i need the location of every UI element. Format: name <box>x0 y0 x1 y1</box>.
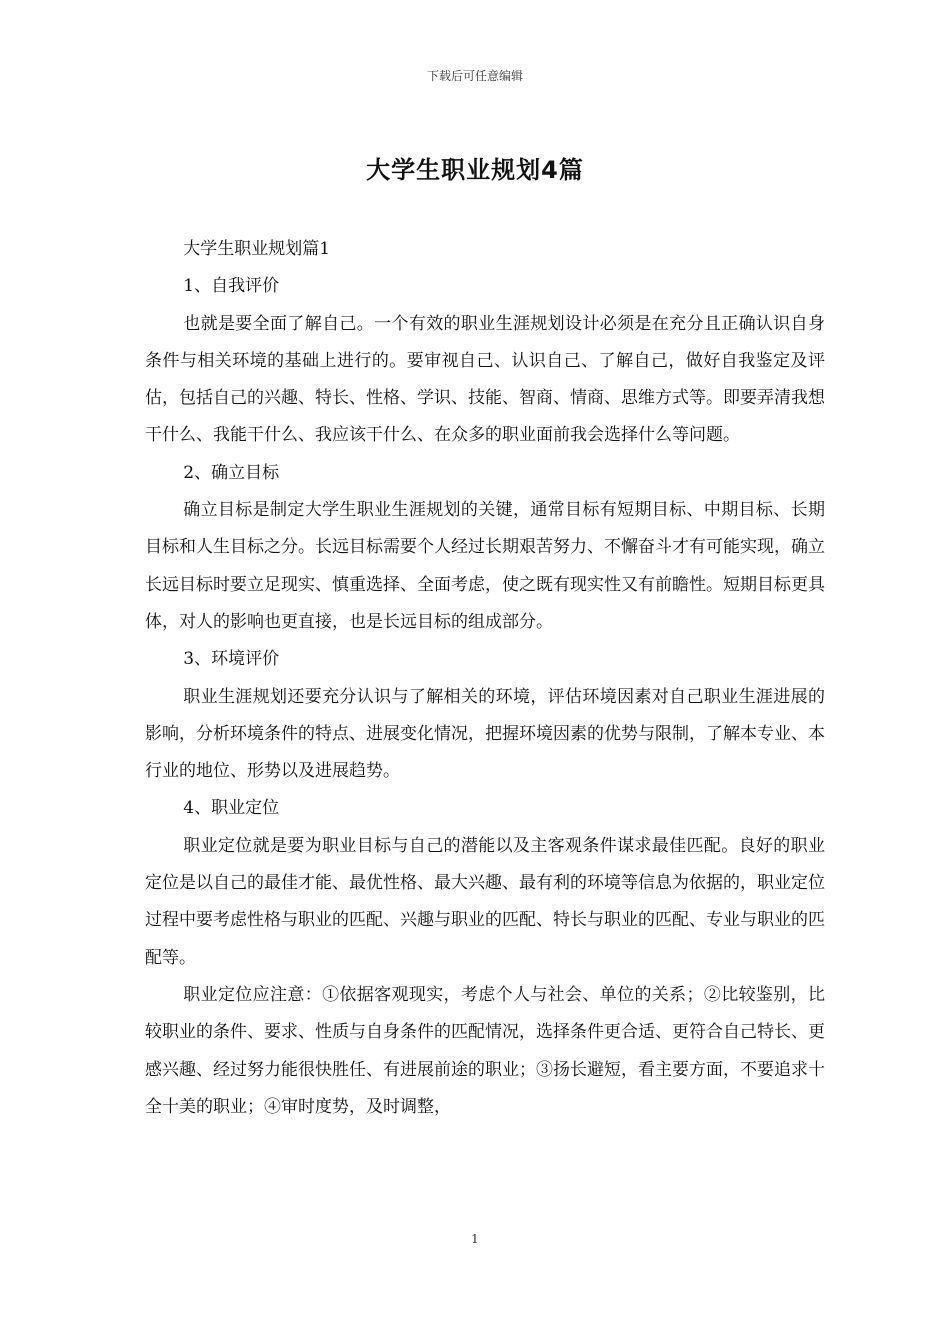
section-heading-1: 1、自我评价 <box>183 276 280 297</box>
page-number: 1 <box>471 1232 479 1246</box>
document-title: 大学生职业规划4篇 <box>366 156 584 184</box>
paragraph: 确立目标是制定大学生职业生涯规划的关键，通常目标有短期目标、中期目标、长期目标和人生目标之分。长远目标需要个人经过长期艰苦努力、不懈奋斗才有可能实现，确立长远目标时要立足现实、慎重选择、全面考虑，使之既有现实性又有前瞻性。短期目标更具体，对人的影响也更直接，也是长远目标的组成部分。 <box>145 500 825 632</box>
paragraph: 也就是要全面了解自己。一个有效的职业生涯规划设计必须是在充分且正确认识自身条件与相关环境的基础上进行的。要审视自己、认识自己、了解自己，做好自我鉴定及评估，包括自己的兴趣、特长、性格、学识、技能、智商、情商、思维方式等。即要弄清我想干什么、我能干什么、我应该干什么、在众多的职业面前我会选择什么等问题。 <box>145 313 825 446</box>
section-subtitle: 大学生职业规划篇1 <box>183 239 331 259</box>
paragraph: 职业定位应注意：①依据客观现实，考虑个人与社会、单位的关系；②比较鉴别，比较职业的条件、要求、性质与自身条件的匹配情况，选择条件更合适、更符合自己特长、更感兴趣、经过努力能很快胜任、有进展前途的职业；③扬长避短，看主要方面，不要追求十全十美的职业；④审时度势，及时调整， <box>145 984 825 1117</box>
paragraph: 职业定位就是要为职业目标与自己的潜能以及主客观条件谋求最佳匹配。良好的职业定位是以自己的最佳才能、最优性格、最大兴趣、最有利的环境等信息为依据的，职业定位过程中要考虑性格与职业的匹配、兴趣与职业的匹配、特长与职业的匹配、专业与职业的匹配等。 <box>145 835 825 968</box>
section-heading-4: 4、职业定位 <box>183 798 280 819</box>
section-heading-2: 2、确立目标 <box>183 462 280 483</box>
section-heading-3: 3、环境评价 <box>183 649 280 670</box>
header-note: 下载后可任意编辑 <box>426 69 523 83</box>
document-body <box>145 231 825 1126</box>
paragraph: 职业生涯规划还要充分认识与了解相关的环境，评估环境因素对自己职业生涯进展的影响，分析环境条件的特点、进展变化情况，把握环境因素的优势与限制，了解本专业、本行业的地位、形势以及进展趋势。 <box>145 686 825 782</box>
